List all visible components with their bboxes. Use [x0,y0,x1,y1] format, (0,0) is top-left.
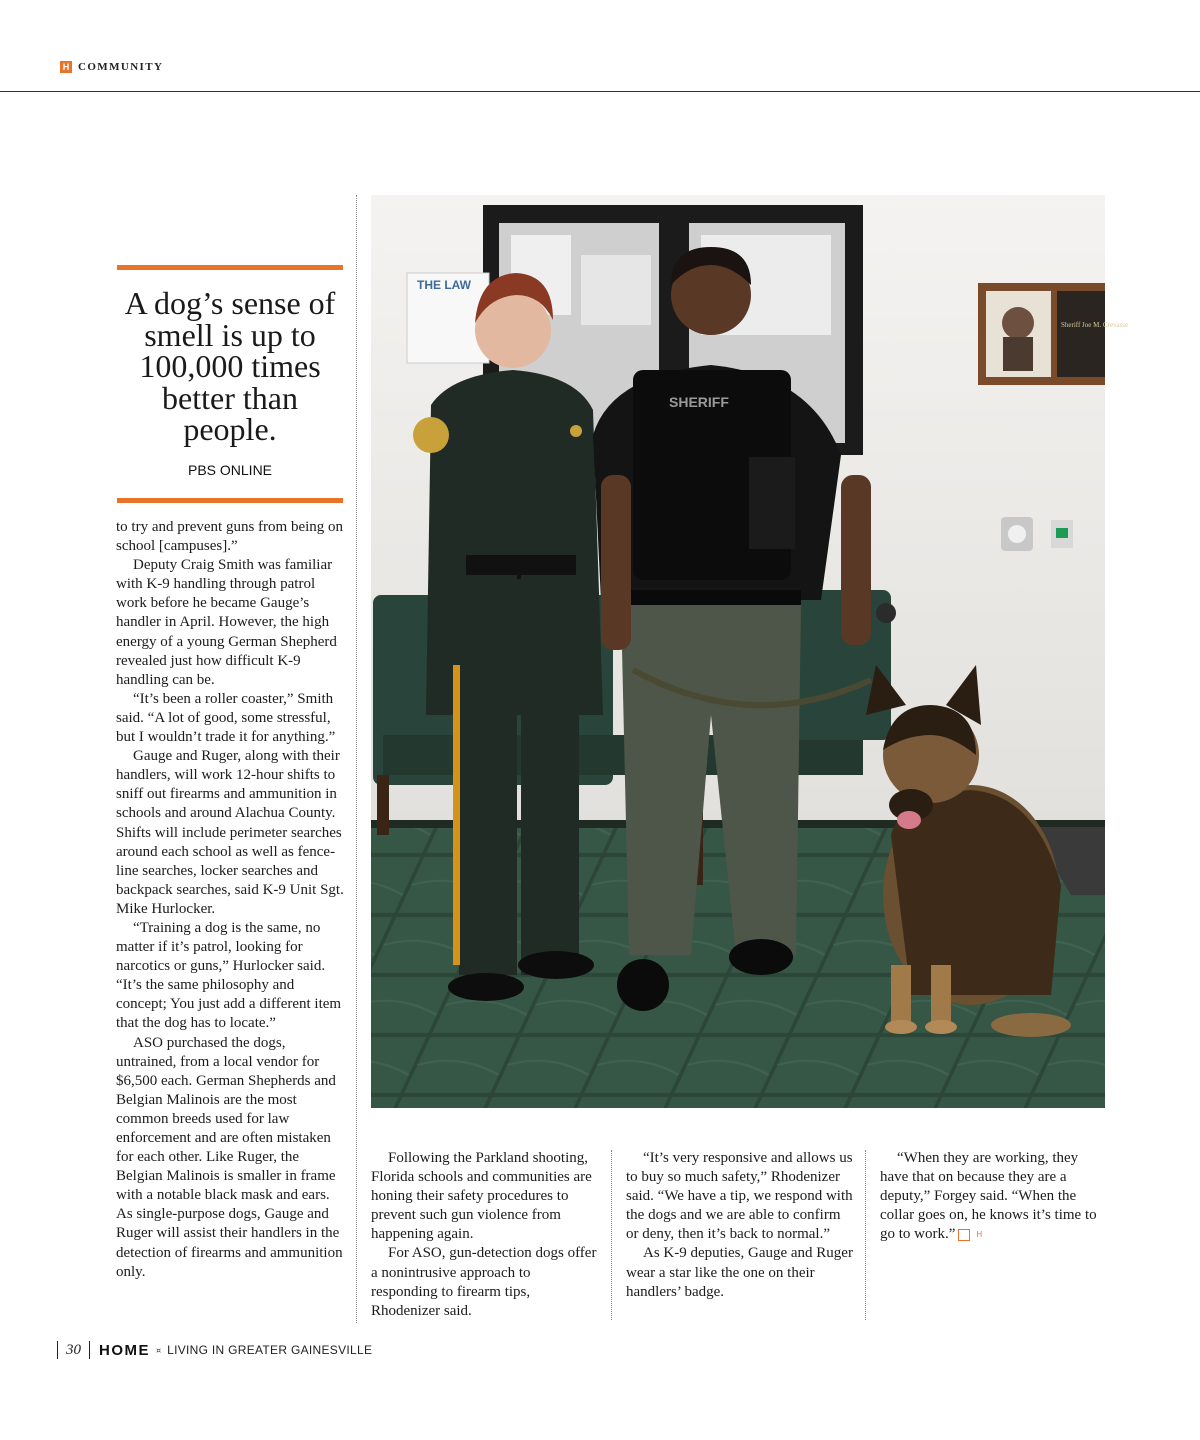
separator-icon: ¤ [156,1345,162,1355]
article-column-1 [116,518,344,1282]
paragraph: Gauge and Ruger, along with their handlers, will work 12-hour shifts to sniff out firearms and ammunition in schools and around Alachua County. Shifts will include perimeter searches around each school as well as fence-line searches, locker searches and backpack searches, said K-9 Unit Sgt. Mike Hurlocker. [116,748,344,917]
column-divider [356,195,357,1323]
end-mark-icon: H [958,1229,970,1241]
magazine-tagline: LIVING IN GREATER GAINESVILLE [167,1343,373,1357]
paragraph: “It’s been a roller coaster,” Smith said. “A lot of good, some stressful, but I wouldn’t trade it for anything.” [116,690,336,746]
paragraph: For ASO, gun-detection dogs offer a nonintrusive approach to responding to firearm tips, Rhodenizer said. [371,1245,597,1319]
header-rule [0,91,1200,92]
photo-sign-text: THE LAW [417,278,471,292]
paragraph: “It’s very responsive and allows us to buy so much safety,” Rhodenizer said. “We have a tip, we respond with the dogs and we are able to confirm or deny, then it’s back to normal.” [626,1150,853,1243]
footer-divider [57,1341,58,1359]
column-divider [865,1150,866,1320]
section-label: COMMUNITY [78,61,164,73]
paragraph: ASO purchased the dogs, untrained, from a local vendor for $6,500 each. German Shepherds and Belgian Malinois are the most common breeds used for law enforcement and are often mistaken for each other. Like Ruger, the Belgian Malinois is smaller in frame with a notable black mask and ears. As single-purpose dogs, Gauge and Ruger will assist their handlers in the detection of firearms and ammunition only. [116,1034,343,1280]
paragraph: As K-9 deputies, Gauge and Ruger wear a star like the one on their handlers’ badge. [626,1245,853,1300]
page-number: 30 [66,1341,81,1358]
paragraph: “Training a dog is the same, no matter if it’s patrol, looking for narcotics or guns,” Hurlocker said. “It’s the same philosophy and concept; You just add a different item that the dog has to locate.” [116,919,342,1032]
photo-vest-text: SHERIFF [669,394,729,410]
photo-plaque-text: Sheriff Joe M. Crevasse [1061,321,1129,329]
photo-deputies-with-k9 [371,195,1129,1108]
page-footer [57,1340,372,1360]
article-column-2 [371,1149,599,1321]
paragraph: Following the Parkland shooting, Florida schools and communities are honing their safety procedures to prevent such gun violence from happening again. [371,1150,592,1243]
paragraph: to try and prevent guns from being on school [campuses].” [116,519,344,555]
article-column-4 [880,1149,1108,1244]
pull-quote [117,265,343,503]
paragraph-final [880,1149,1108,1244]
article-column-3 [626,1149,854,1302]
page-header [60,58,163,76]
pull-quote-text: A dog’s sense of smell is up to 100,000 times better than people. [124,285,336,447]
pull-quote-top-rule [117,265,343,270]
paragraph-text: “When they are working, they have that on because they are a deputy,” Forgey said. “When the collar goes on, he knows it’s time to go to work.” [880,1150,1097,1243]
home-logo-icon: H [60,61,72,73]
column-divider [611,1150,612,1320]
pull-quote-source: PBS ONLINE [187,461,273,478]
article-photo [371,195,1129,1108]
pull-quote-bottom-rule [117,498,343,503]
footer-divider [89,1341,90,1359]
paragraph: Deputy Craig Smith was familiar with K-9 handling through patrol work before he became Gauge’s handler in April. However, the high energy of a young German Shepherd revealed just how difficult K-9 handling can be. [116,557,337,688]
magazine-title: HOME [99,1341,150,1359]
